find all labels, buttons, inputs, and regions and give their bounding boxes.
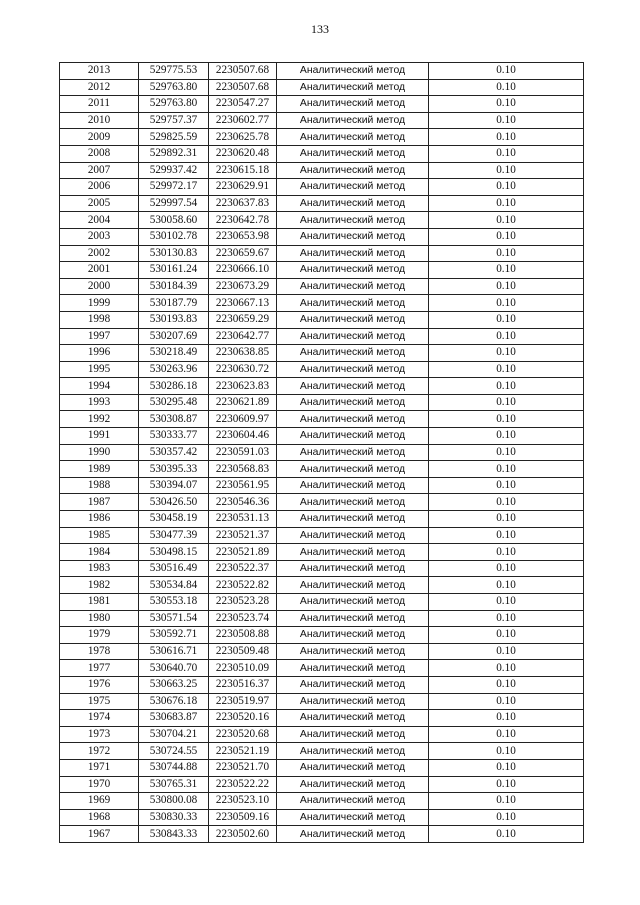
x-coordinate-cell: 530744.88 <box>139 759 209 776</box>
table-row <box>60 112 584 129</box>
table-row <box>60 594 584 611</box>
point-number-cell: 2006 <box>60 179 139 196</box>
accuracy-cell: 0.10 <box>429 577 584 594</box>
x-coordinate-cell: 529825.59 <box>139 129 209 146</box>
y-coordinate-cell: 2230523.74 <box>209 610 277 627</box>
y-coordinate-cell: 2230642.78 <box>209 212 277 229</box>
x-coordinate-cell: 530333.77 <box>139 428 209 445</box>
point-number-cell: 1990 <box>60 444 139 461</box>
method-cell: Аналитический метод <box>277 461 429 478</box>
coordinates-table <box>59 62 584 843</box>
x-coordinate-cell: 530130.83 <box>139 245 209 262</box>
accuracy-cell: 0.10 <box>429 63 584 80</box>
accuracy-cell: 0.10 <box>429 793 584 810</box>
x-coordinate-cell: 530477.39 <box>139 527 209 544</box>
table-row <box>60 793 584 810</box>
point-number-cell: 1967 <box>60 826 139 843</box>
point-number-cell: 1983 <box>60 560 139 577</box>
x-coordinate-cell: 529972.17 <box>139 179 209 196</box>
accuracy-cell: 0.10 <box>429 112 584 129</box>
page-number: 133 <box>311 22 329 36</box>
y-coordinate-cell: 2230621.89 <box>209 394 277 411</box>
accuracy-cell: 0.10 <box>429 826 584 843</box>
method-cell: Аналитический метод <box>277 245 429 262</box>
y-coordinate-cell: 2230666.10 <box>209 262 277 279</box>
method-cell: Аналитический метод <box>277 195 429 212</box>
y-coordinate-cell: 2230561.95 <box>209 477 277 494</box>
table-row <box>60 179 584 196</box>
point-number-cell: 2012 <box>60 79 139 96</box>
method-cell: Аналитический метод <box>277 560 429 577</box>
table-row <box>60 527 584 544</box>
y-coordinate-cell: 2230638.85 <box>209 345 277 362</box>
method-cell: Аналитический метод <box>277 63 429 80</box>
point-number-cell: 1989 <box>60 461 139 478</box>
accuracy-cell: 0.10 <box>429 461 584 478</box>
method-cell: Аналитический метод <box>277 212 429 229</box>
point-number-cell: 1995 <box>60 361 139 378</box>
table-row <box>60 79 584 96</box>
point-number-cell: 2004 <box>60 212 139 229</box>
point-number-cell: 2000 <box>60 278 139 295</box>
y-coordinate-cell: 2230630.72 <box>209 361 277 378</box>
table-row <box>60 162 584 179</box>
accuracy-cell: 0.10 <box>429 328 584 345</box>
point-number-cell: 1978 <box>60 643 139 660</box>
accuracy-cell: 0.10 <box>429 311 584 328</box>
accuracy-cell: 0.10 <box>429 759 584 776</box>
point-number-cell: 1981 <box>60 594 139 611</box>
table-row <box>60 145 584 162</box>
table-row <box>60 278 584 295</box>
method-cell: Аналитический метод <box>277 345 429 362</box>
table-row <box>60 743 584 760</box>
y-coordinate-cell: 2230519.97 <box>209 693 277 710</box>
y-coordinate-cell: 2230520.68 <box>209 726 277 743</box>
accuracy-cell: 0.10 <box>429 96 584 113</box>
point-number-cell: 1971 <box>60 759 139 776</box>
accuracy-cell: 0.10 <box>429 361 584 378</box>
y-coordinate-cell: 2230508.88 <box>209 627 277 644</box>
table-row <box>60 577 584 594</box>
y-coordinate-cell: 2230629.91 <box>209 179 277 196</box>
x-coordinate-cell: 530286.18 <box>139 378 209 395</box>
y-coordinate-cell: 2230659.67 <box>209 245 277 262</box>
y-coordinate-cell: 2230516.37 <box>209 676 277 693</box>
table-row <box>60 809 584 826</box>
method-cell: Аналитический метод <box>277 759 429 776</box>
table-row <box>60 693 584 710</box>
method-cell: Аналитический метод <box>277 743 429 760</box>
x-coordinate-cell: 530207.69 <box>139 328 209 345</box>
method-cell: Аналитический метод <box>277 643 429 660</box>
point-number-cell: 1979 <box>60 627 139 644</box>
table-row <box>60 345 584 362</box>
method-cell: Аналитический метод <box>277 594 429 611</box>
table-row <box>60 759 584 776</box>
method-cell: Аналитический метод <box>277 527 429 544</box>
accuracy-cell: 0.10 <box>429 79 584 96</box>
table-row <box>60 245 584 262</box>
y-coordinate-cell: 2230507.68 <box>209 63 277 80</box>
x-coordinate-cell: 529775.53 <box>139 63 209 80</box>
method-cell: Аналитический метод <box>277 311 429 328</box>
y-coordinate-cell: 2230673.29 <box>209 278 277 295</box>
table-row <box>60 295 584 312</box>
x-coordinate-cell: 529997.54 <box>139 195 209 212</box>
method-cell: Аналитический метод <box>277 511 429 528</box>
point-number-cell: 1985 <box>60 527 139 544</box>
point-number-cell: 1972 <box>60 743 139 760</box>
y-coordinate-cell: 2230620.48 <box>209 145 277 162</box>
accuracy-cell: 0.10 <box>429 726 584 743</box>
y-coordinate-cell: 2230591.03 <box>209 444 277 461</box>
y-coordinate-cell: 2230522.22 <box>209 776 277 793</box>
method-cell: Аналитический метод <box>277 726 429 743</box>
x-coordinate-cell: 530830.33 <box>139 809 209 826</box>
accuracy-cell: 0.10 <box>429 610 584 627</box>
x-coordinate-cell: 530843.33 <box>139 826 209 843</box>
method-cell: Аналитический метод <box>277 627 429 644</box>
y-coordinate-cell: 2230568.83 <box>209 461 277 478</box>
accuracy-cell: 0.10 <box>429 428 584 445</box>
x-coordinate-cell: 529937.42 <box>139 162 209 179</box>
point-number-cell: 1968 <box>60 809 139 826</box>
table-row <box>60 212 584 229</box>
y-coordinate-cell: 2230604.46 <box>209 428 277 445</box>
accuracy-cell: 0.10 <box>429 710 584 727</box>
y-coordinate-cell: 2230602.77 <box>209 112 277 129</box>
accuracy-cell: 0.10 <box>429 411 584 428</box>
x-coordinate-cell: 530263.96 <box>139 361 209 378</box>
method-cell: Аналитический метод <box>277 809 429 826</box>
point-number-cell: 1996 <box>60 345 139 362</box>
point-number-cell: 1994 <box>60 378 139 395</box>
x-coordinate-cell: 530663.25 <box>139 676 209 693</box>
point-number-cell: 2008 <box>60 145 139 162</box>
accuracy-cell: 0.10 <box>429 295 584 312</box>
method-cell: Аналитический метод <box>277 411 429 428</box>
method-cell: Аналитический метод <box>277 776 429 793</box>
y-coordinate-cell: 2230523.28 <box>209 594 277 611</box>
point-number-cell: 2002 <box>60 245 139 262</box>
table-row <box>60 394 584 411</box>
accuracy-cell: 0.10 <box>429 345 584 362</box>
y-coordinate-cell: 2230502.60 <box>209 826 277 843</box>
x-coordinate-cell: 530683.87 <box>139 710 209 727</box>
x-coordinate-cell: 530676.18 <box>139 693 209 710</box>
method-cell: Аналитический метод <box>277 544 429 561</box>
point-number-cell: 1993 <box>60 394 139 411</box>
method-cell: Аналитический метод <box>277 660 429 677</box>
y-coordinate-cell: 2230521.89 <box>209 544 277 561</box>
method-cell: Аналитический метод <box>277 361 429 378</box>
x-coordinate-cell: 530616.71 <box>139 643 209 660</box>
y-coordinate-cell: 2230625.78 <box>209 129 277 146</box>
method-cell: Аналитический метод <box>277 444 429 461</box>
accuracy-cell: 0.10 <box>429 544 584 561</box>
x-coordinate-cell: 529763.80 <box>139 96 209 113</box>
point-number-cell: 2010 <box>60 112 139 129</box>
point-number-cell: 1992 <box>60 411 139 428</box>
accuracy-cell: 0.10 <box>429 809 584 826</box>
y-coordinate-cell: 2230521.37 <box>209 527 277 544</box>
method-cell: Аналитический метод <box>277 577 429 594</box>
x-coordinate-cell: 530534.84 <box>139 577 209 594</box>
method-cell: Аналитический метод <box>277 793 429 810</box>
method-cell: Аналитический метод <box>277 129 429 146</box>
table-row <box>60 710 584 727</box>
accuracy-cell: 0.10 <box>429 262 584 279</box>
y-coordinate-cell: 2230507.68 <box>209 79 277 96</box>
accuracy-cell: 0.10 <box>429 527 584 544</box>
method-cell: Аналитический метод <box>277 676 429 693</box>
table-row <box>60 262 584 279</box>
table-row <box>60 544 584 561</box>
y-coordinate-cell: 2230623.83 <box>209 378 277 395</box>
x-coordinate-cell: 530571.54 <box>139 610 209 627</box>
table-row <box>60 610 584 627</box>
method-cell: Аналитический метод <box>277 328 429 345</box>
x-coordinate-cell: 529757.37 <box>139 112 209 129</box>
x-coordinate-cell: 529892.31 <box>139 145 209 162</box>
point-number-cell: 1977 <box>60 660 139 677</box>
point-number-cell: 1973 <box>60 726 139 743</box>
accuracy-cell: 0.10 <box>429 378 584 395</box>
method-cell: Аналитический метод <box>277 494 429 511</box>
x-coordinate-cell: 530640.70 <box>139 660 209 677</box>
x-coordinate-cell: 530516.49 <box>139 560 209 577</box>
y-coordinate-cell: 2230531.13 <box>209 511 277 528</box>
table-row <box>60 676 584 693</box>
accuracy-cell: 0.10 <box>429 511 584 528</box>
table-row <box>60 96 584 113</box>
point-number-cell: 1986 <box>60 511 139 528</box>
table-row <box>60 726 584 743</box>
y-coordinate-cell: 2230510.09 <box>209 660 277 677</box>
accuracy-cell: 0.10 <box>429 212 584 229</box>
x-coordinate-cell: 530765.31 <box>139 776 209 793</box>
table-row <box>60 195 584 212</box>
accuracy-cell: 0.10 <box>429 660 584 677</box>
table-row <box>60 63 584 80</box>
point-number-cell: 1974 <box>60 710 139 727</box>
table-row <box>60 228 584 245</box>
accuracy-cell: 0.10 <box>429 145 584 162</box>
point-number-cell: 1982 <box>60 577 139 594</box>
point-number-cell: 1976 <box>60 676 139 693</box>
y-coordinate-cell: 2230509.16 <box>209 809 277 826</box>
x-coordinate-cell: 530498.15 <box>139 544 209 561</box>
y-coordinate-cell: 2230546.36 <box>209 494 277 511</box>
y-coordinate-cell: 2230642.77 <box>209 328 277 345</box>
x-coordinate-cell: 530187.79 <box>139 295 209 312</box>
x-coordinate-cell: 530218.49 <box>139 345 209 362</box>
x-coordinate-cell: 530553.18 <box>139 594 209 611</box>
y-coordinate-cell: 2230522.37 <box>209 560 277 577</box>
method-cell: Аналитический метод <box>277 145 429 162</box>
table-row <box>60 776 584 793</box>
point-number-cell: 1998 <box>60 311 139 328</box>
point-number-cell: 2003 <box>60 228 139 245</box>
table-row <box>60 660 584 677</box>
accuracy-cell: 0.10 <box>429 195 584 212</box>
y-coordinate-cell: 2230547.27 <box>209 96 277 113</box>
accuracy-cell: 0.10 <box>429 693 584 710</box>
method-cell: Аналитический метод <box>277 228 429 245</box>
x-coordinate-cell: 530426.50 <box>139 494 209 511</box>
accuracy-cell: 0.10 <box>429 228 584 245</box>
accuracy-cell: 0.10 <box>429 560 584 577</box>
y-coordinate-cell: 2230520.16 <box>209 710 277 727</box>
point-number-cell: 1975 <box>60 693 139 710</box>
x-coordinate-cell: 530592.71 <box>139 627 209 644</box>
point-number-cell: 2013 <box>60 63 139 80</box>
point-number-cell: 1988 <box>60 477 139 494</box>
table-row <box>60 311 584 328</box>
y-coordinate-cell: 2230521.70 <box>209 759 277 776</box>
method-cell: Аналитический метод <box>277 477 429 494</box>
method-cell: Аналитический метод <box>277 295 429 312</box>
method-cell: Аналитический метод <box>277 428 429 445</box>
coordinates-table-body <box>60 63 584 843</box>
method-cell: Аналитический метод <box>277 826 429 843</box>
point-number-cell: 1987 <box>60 494 139 511</box>
point-number-cell: 1969 <box>60 793 139 810</box>
x-coordinate-cell: 530704.21 <box>139 726 209 743</box>
method-cell: Аналитический метод <box>277 710 429 727</box>
point-number-cell: 2011 <box>60 96 139 113</box>
x-coordinate-cell: 530800.08 <box>139 793 209 810</box>
method-cell: Аналитический метод <box>277 79 429 96</box>
accuracy-cell: 0.10 <box>429 444 584 461</box>
table-row <box>60 461 584 478</box>
table-row <box>60 444 584 461</box>
x-coordinate-cell: 530184.39 <box>139 278 209 295</box>
table-row <box>60 643 584 660</box>
table-row <box>60 494 584 511</box>
x-coordinate-cell: 530395.33 <box>139 461 209 478</box>
table-row <box>60 477 584 494</box>
y-coordinate-cell: 2230637.83 <box>209 195 277 212</box>
x-coordinate-cell: 530193.83 <box>139 311 209 328</box>
accuracy-cell: 0.10 <box>429 743 584 760</box>
y-coordinate-cell: 2230523.10 <box>209 793 277 810</box>
method-cell: Аналитический метод <box>277 378 429 395</box>
method-cell: Аналитический метод <box>277 278 429 295</box>
table-row <box>60 129 584 146</box>
table-row <box>60 428 584 445</box>
x-coordinate-cell: 530295.48 <box>139 394 209 411</box>
x-coordinate-cell: 530058.60 <box>139 212 209 229</box>
accuracy-cell: 0.10 <box>429 643 584 660</box>
accuracy-cell: 0.10 <box>429 245 584 262</box>
x-coordinate-cell: 529763.80 <box>139 79 209 96</box>
accuracy-cell: 0.10 <box>429 278 584 295</box>
y-coordinate-cell: 2230521.19 <box>209 743 277 760</box>
method-cell: Аналитический метод <box>277 693 429 710</box>
y-coordinate-cell: 2230667.13 <box>209 295 277 312</box>
accuracy-cell: 0.10 <box>429 129 584 146</box>
x-coordinate-cell: 530394.07 <box>139 477 209 494</box>
accuracy-cell: 0.10 <box>429 776 584 793</box>
x-coordinate-cell: 530102.78 <box>139 228 209 245</box>
method-cell: Аналитический метод <box>277 394 429 411</box>
table-row <box>60 328 584 345</box>
x-coordinate-cell: 530357.42 <box>139 444 209 461</box>
point-number-cell: 1984 <box>60 544 139 561</box>
point-number-cell: 2007 <box>60 162 139 179</box>
y-coordinate-cell: 2230522.82 <box>209 577 277 594</box>
table-row <box>60 627 584 644</box>
point-number-cell: 1970 <box>60 776 139 793</box>
x-coordinate-cell: 530458.19 <box>139 511 209 528</box>
y-coordinate-cell: 2230653.98 <box>209 228 277 245</box>
accuracy-cell: 0.10 <box>429 594 584 611</box>
x-coordinate-cell: 530161.24 <box>139 262 209 279</box>
table-row <box>60 361 584 378</box>
table-row <box>60 378 584 395</box>
method-cell: Аналитический метод <box>277 262 429 279</box>
table-row <box>60 511 584 528</box>
point-number-cell: 2005 <box>60 195 139 212</box>
method-cell: Аналитический метод <box>277 179 429 196</box>
table-row <box>60 826 584 843</box>
accuracy-cell: 0.10 <box>429 477 584 494</box>
method-cell: Аналитический метод <box>277 610 429 627</box>
accuracy-cell: 0.10 <box>429 394 584 411</box>
y-coordinate-cell: 2230509.48 <box>209 643 277 660</box>
point-number-cell: 2009 <box>60 129 139 146</box>
accuracy-cell: 0.10 <box>429 162 584 179</box>
point-number-cell: 1999 <box>60 295 139 312</box>
method-cell: Аналитический метод <box>277 96 429 113</box>
x-coordinate-cell: 530308.87 <box>139 411 209 428</box>
point-number-cell: 1980 <box>60 610 139 627</box>
point-number-cell: 2001 <box>60 262 139 279</box>
point-number-cell: 1997 <box>60 328 139 345</box>
method-cell: Аналитический метод <box>277 112 429 129</box>
x-coordinate-cell: 530724.55 <box>139 743 209 760</box>
accuracy-cell: 0.10 <box>429 494 584 511</box>
table-row <box>60 411 584 428</box>
method-cell: Аналитический метод <box>277 162 429 179</box>
y-coordinate-cell: 2230615.18 <box>209 162 277 179</box>
accuracy-cell: 0.10 <box>429 627 584 644</box>
point-number-cell: 1991 <box>60 428 139 445</box>
accuracy-cell: 0.10 <box>429 179 584 196</box>
y-coordinate-cell: 2230609.97 <box>209 411 277 428</box>
accuracy-cell: 0.10 <box>429 676 584 693</box>
y-coordinate-cell: 2230659.29 <box>209 311 277 328</box>
table-row <box>60 560 584 577</box>
